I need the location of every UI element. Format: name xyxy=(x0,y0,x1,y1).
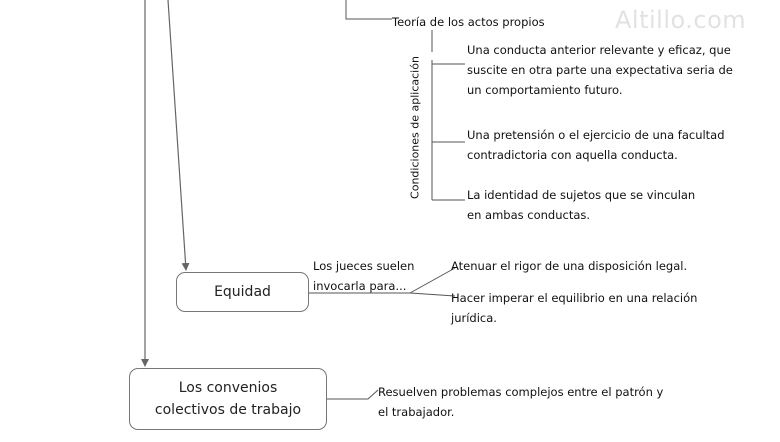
purpose-1-line xyxy=(410,268,455,293)
equidad-connector-text: Los jueces suelen invocarla para... xyxy=(313,259,415,293)
purpose-2-line xyxy=(410,293,455,296)
condition-2: Una pretensión o el ejercicio de una facultad contradictoria con aquella conducta. xyxy=(467,128,725,162)
purpose-1: Atenuar el rigor de una disposición legal. xyxy=(451,259,688,273)
convenios-node: Los convenios colectivos de trabajo xyxy=(129,368,327,430)
convenios-description: Resuelven problemas complejos entre el patrón y el trabajador. xyxy=(378,385,664,419)
convenios-out-line xyxy=(326,390,378,399)
purpose-2: Hacer imperar el equilibrio en una relación jurídica. xyxy=(451,291,698,325)
equidad-node: Equidad xyxy=(176,272,309,312)
conditions-vertical-label: Condiciones de aplicación xyxy=(408,56,422,199)
teoria-link-line xyxy=(346,0,392,19)
condition-3: La identidad de sujetos que se vinculan en ambas conductas. xyxy=(467,188,696,222)
arrow-to-equidad xyxy=(168,0,186,270)
teoria-title: Teoría de los actos propios xyxy=(392,15,545,29)
condition-1: Una conducta anterior relevante y eficaz, que suscite en otra parte una expectativa seria de un comportamiento futuro. xyxy=(467,43,733,97)
watermark: Altillo.com xyxy=(615,6,747,34)
